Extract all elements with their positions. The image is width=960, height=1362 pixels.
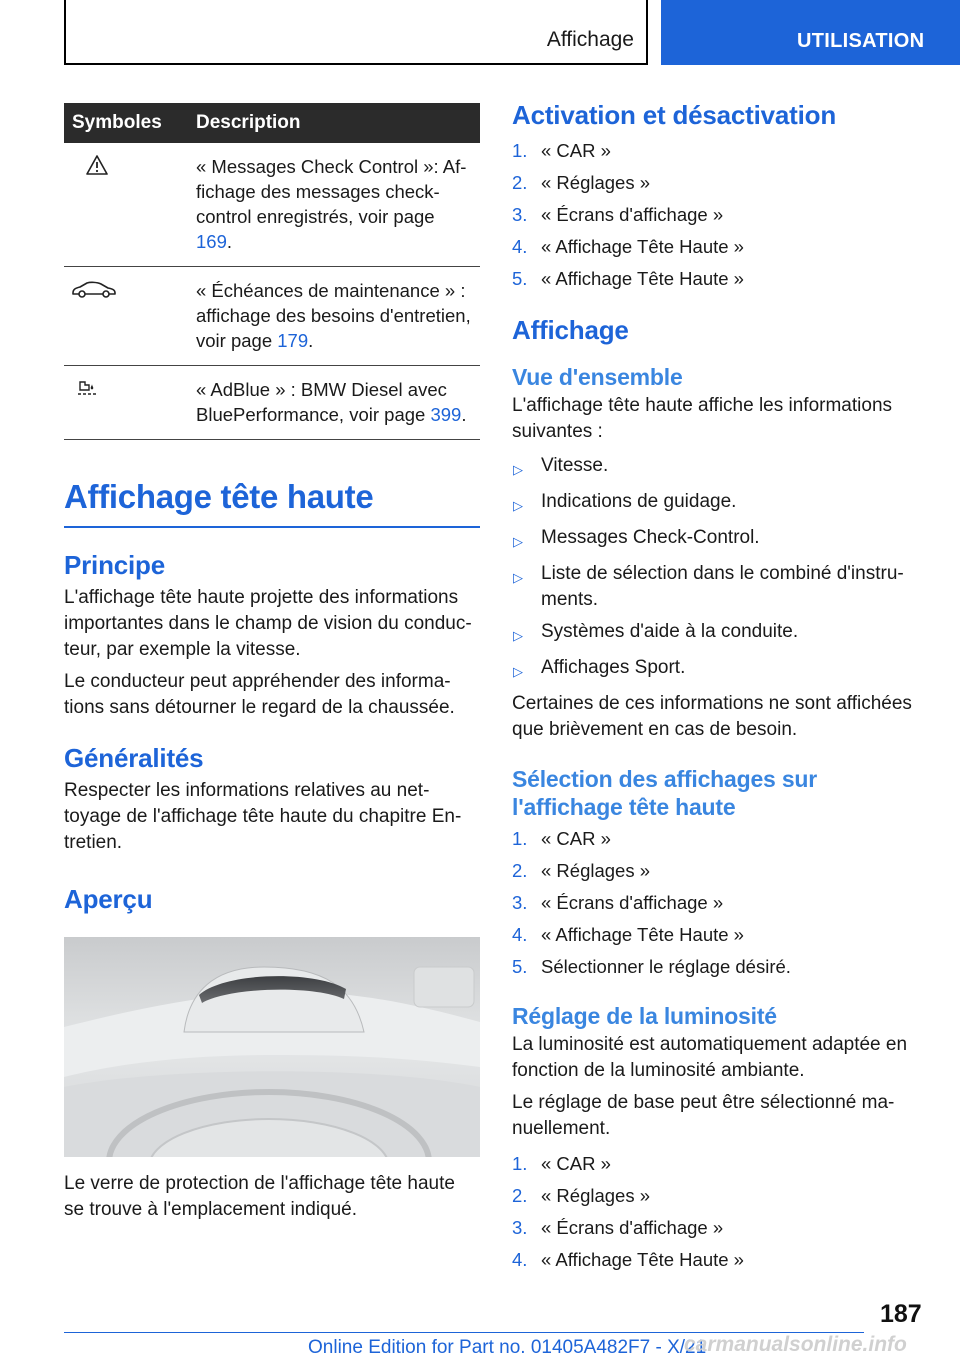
vue-ensemble-intro: L'affichage tête haute affiche les informations suivantes :: [512, 395, 893, 442]
luminosite-steps: [512, 1148, 922, 1276]
table-row: [64, 366, 480, 440]
head-up-display-photo: [64, 937, 480, 1157]
selection-steps: [512, 823, 922, 983]
generalites-heading: Généralités: [64, 743, 204, 773]
right-column: [512, 100, 922, 1276]
list-item: ▷ Liste de sélection dans le combiné d'instruments.: [513, 563, 904, 610]
list-item: ▷ Vitesse.: [513, 455, 609, 477]
header-section-title: Affichage: [546, 28, 634, 51]
list-item: 5. « Affichage Tête Haute »: [512, 268, 744, 289]
col-description-header: Description: [196, 103, 480, 143]
list-item: 3. « Écrans d'affichage »: [512, 204, 724, 225]
table-row: [64, 267, 480, 366]
list-item: 1. « CAR »: [512, 828, 611, 849]
warning-triangle-icon: [86, 155, 108, 175]
car-service-icon: [70, 279, 118, 299]
list-item: 2. « Réglages »: [512, 860, 651, 881]
table-row: [64, 143, 480, 267]
list-item: 1. « CAR »: [512, 1153, 611, 1174]
page-link-399[interactable]: 399: [430, 404, 462, 425]
principe-paragraph-1: L'affichage tête haute projette des informations importantes dans le champ de vision du conducteur, par exemple la vitesse.: [64, 587, 472, 660]
list-item: 3. « Écrans d'affichage »: [512, 1217, 724, 1238]
vue-ensemble-list: [512, 453, 922, 685]
list-item: ▷ Messages Check-Control.: [513, 527, 760, 549]
generalites-paragraph: Respecter les informations relatives au nettoyage de l'affichage tête haute du chapitre Entretien.: [64, 780, 462, 853]
list-item: 4. « Affichage Tête Haute »: [512, 1249, 744, 1270]
list-item: 5. Sélectionner le réglage désiré.: [512, 956, 791, 977]
page-link-179[interactable]: 179: [277, 330, 309, 351]
list-item: 4. « Affichage Tête Haute »: [512, 924, 744, 945]
page-title: Affichage tête haute: [64, 478, 480, 528]
watermark: carmanualsonline.info: [684, 1333, 907, 1356]
principe-heading: Principe: [64, 550, 165, 580]
affichage-heading: Affichage: [512, 315, 629, 345]
list-item: ▷ Indications de guidage.: [513, 491, 737, 513]
left-column: [64, 103, 480, 1223]
header-section-box: [64, 0, 648, 65]
activation-heading: Activation et désactivation: [512, 100, 837, 130]
list-item: 4. « Affichage Tête Haute »: [512, 236, 744, 257]
page-link-169[interactable]: 169: [196, 231, 227, 252]
list-item: 2. « Réglages »: [512, 172, 651, 193]
table-row-description: « AdBlue » : BMW Diesel avec BluePerformance, voir page 399.: [196, 366, 480, 440]
vue-ensemble-heading: Vue d'ensemble: [512, 364, 683, 390]
principe-paragraph-2: Le conducteur peut appréhender des informations sans détourner le regard de la chaussée.: [64, 671, 455, 718]
luminosite-paragraph-1: La luminosité est automatiquement adaptée en fonction de la luminosité ambiante.: [512, 1034, 908, 1081]
apercu-caption: Le verre de protection de l'affichage tête haute se trouve à l'emplacement indiqué.: [64, 1173, 455, 1220]
luminosite-heading: Réglage de la luminosité: [512, 1003, 777, 1029]
footer-edition: Online Edition for Part no. 01405A482F7 - X/21: [308, 1337, 707, 1358]
header-chapter-box: [661, 0, 960, 65]
symbols-table: [64, 103, 480, 440]
table-row-description: « Messages Check Control »: Affichage des messages check-control enregistrés, voir page 169.: [196, 143, 480, 267]
list-item: 3. « Écrans d'affichage »: [512, 892, 724, 913]
header-chapter-title: UTILISATION: [797, 30, 925, 52]
col-symbols-header: Symboles: [64, 103, 196, 143]
adblue-icon: [76, 378, 98, 398]
list-item: ▷ Systèmes d'aide à la conduite.: [513, 621, 799, 643]
table-row-description: « Échéances de maintenance » : affichage des besoins d'entretien, voir page 179.: [196, 267, 480, 366]
list-item: ▷ Affichages Sport.: [513, 657, 686, 679]
luminosite-paragraph-2: Le réglage de base peut être sélectionné manuellement.: [512, 1092, 895, 1139]
activation-steps: [512, 135, 922, 295]
apercu-heading: Aperçu: [64, 884, 153, 914]
page-number: 187: [880, 1300, 922, 1328]
vue-ensemble-outro: Certaines de ces informations ne sont affichées que brièvement en cas de besoin.: [512, 693, 912, 740]
selection-heading: Sélection des affichages sur l'affichage tête haute: [512, 766, 818, 820]
list-item: 2. « Réglages »: [512, 1185, 651, 1206]
list-item: 1. « CAR »: [512, 140, 611, 161]
